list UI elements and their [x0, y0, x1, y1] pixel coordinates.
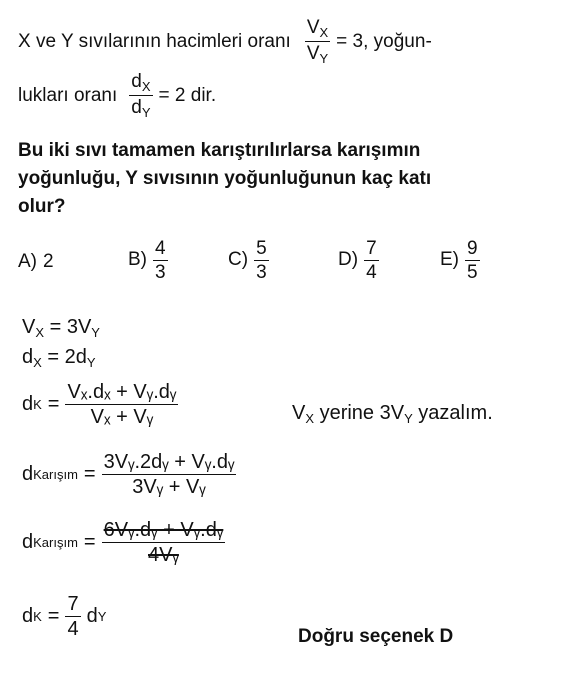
option-a[interactable]: A) 2: [18, 251, 54, 272]
prompt-line-2: yoğunluğu, Y sıvısının yoğunluğunun kaç katı: [18, 168, 432, 189]
question-text-2: lukları oranı: [18, 84, 118, 106]
volume-ratio-fraction: $\frac{V_X}{V_Y}$: [306, 17, 329, 66]
prompt-line-1: Bu iki sıvı tamamen karıştırılırlarsa karışımın: [18, 140, 421, 161]
solution-eq-5: d Karışım = $\frac{\text{6Vᵧ.dᵧ + Vᵧ.dᵧ}}{\text{4Vᵧ}}$: [22, 519, 224, 566]
solution-eq-4: d Karışım = $\frac{\text{3Vᵧ.2dᵧ + Vᵧ.dᵧ}}{\text{3Vᵧ + Vᵧ}}$: [22, 451, 235, 498]
answer-text: Doğru seçenek D: [298, 626, 454, 647]
eq4-fraction: $\frac{\text{3Vᵧ.2dᵧ + Vᵧ.dᵧ}}{\text{3Vᵧ + Vᵧ}}$: [103, 451, 235, 498]
question-line-1: [18, 18, 432, 65]
eq3-fraction: $\frac{\text{Vₓ.dₓ + Vᵧ.dᵧ}}{\text{Vₓ + Vᵧ}}$: [67, 381, 177, 428]
eq6-fraction: $\frac{7}{4}$: [67, 593, 79, 640]
solution-eq-2: $d_X = 2d_Y$: [22, 346, 96, 370]
option-c[interactable]: C) $\frac{5}{3}$: [228, 237, 267, 283]
solution-eq-3: d K = $\frac{\text{Vₓ.dₓ + Vᵧ.dᵧ}}{\text{Vₓ + Vᵧ}}$: [22, 381, 177, 428]
volume-ratio-value: = 3, yoğun-: [336, 30, 432, 52]
substitution-note: $V_X$ yerine $3V_Y$ yazalım.: [292, 402, 493, 426]
question-text-1: X ve Y sıvılarının hacimleri oranı: [18, 30, 291, 52]
eq5-fraction: $\frac{\text{6Vᵧ.dᵧ + Vᵧ.dᵧ}}{\text{4Vᵧ}}$: [103, 519, 224, 566]
density-ratio-fraction: $\frac{d_X}{d_Y}$: [131, 71, 151, 120]
prompt-line-3: olur?: [18, 196, 66, 217]
solution-eq-6: d K = $\frac{7}{4}$ d Y: [22, 593, 107, 640]
solution-eq-1: $V_X = 3V_Y$: [22, 316, 100, 340]
question-line-2: [18, 72, 216, 119]
option-b[interactable]: B) $\frac{4}{3}$: [128, 237, 166, 283]
option-d[interactable]: D) $\frac{7}{4}$: [338, 237, 377, 283]
option-e[interactable]: E) $\frac{9}{5}$: [440, 237, 478, 283]
density-ratio-value: = 2 dir.: [158, 84, 217, 106]
